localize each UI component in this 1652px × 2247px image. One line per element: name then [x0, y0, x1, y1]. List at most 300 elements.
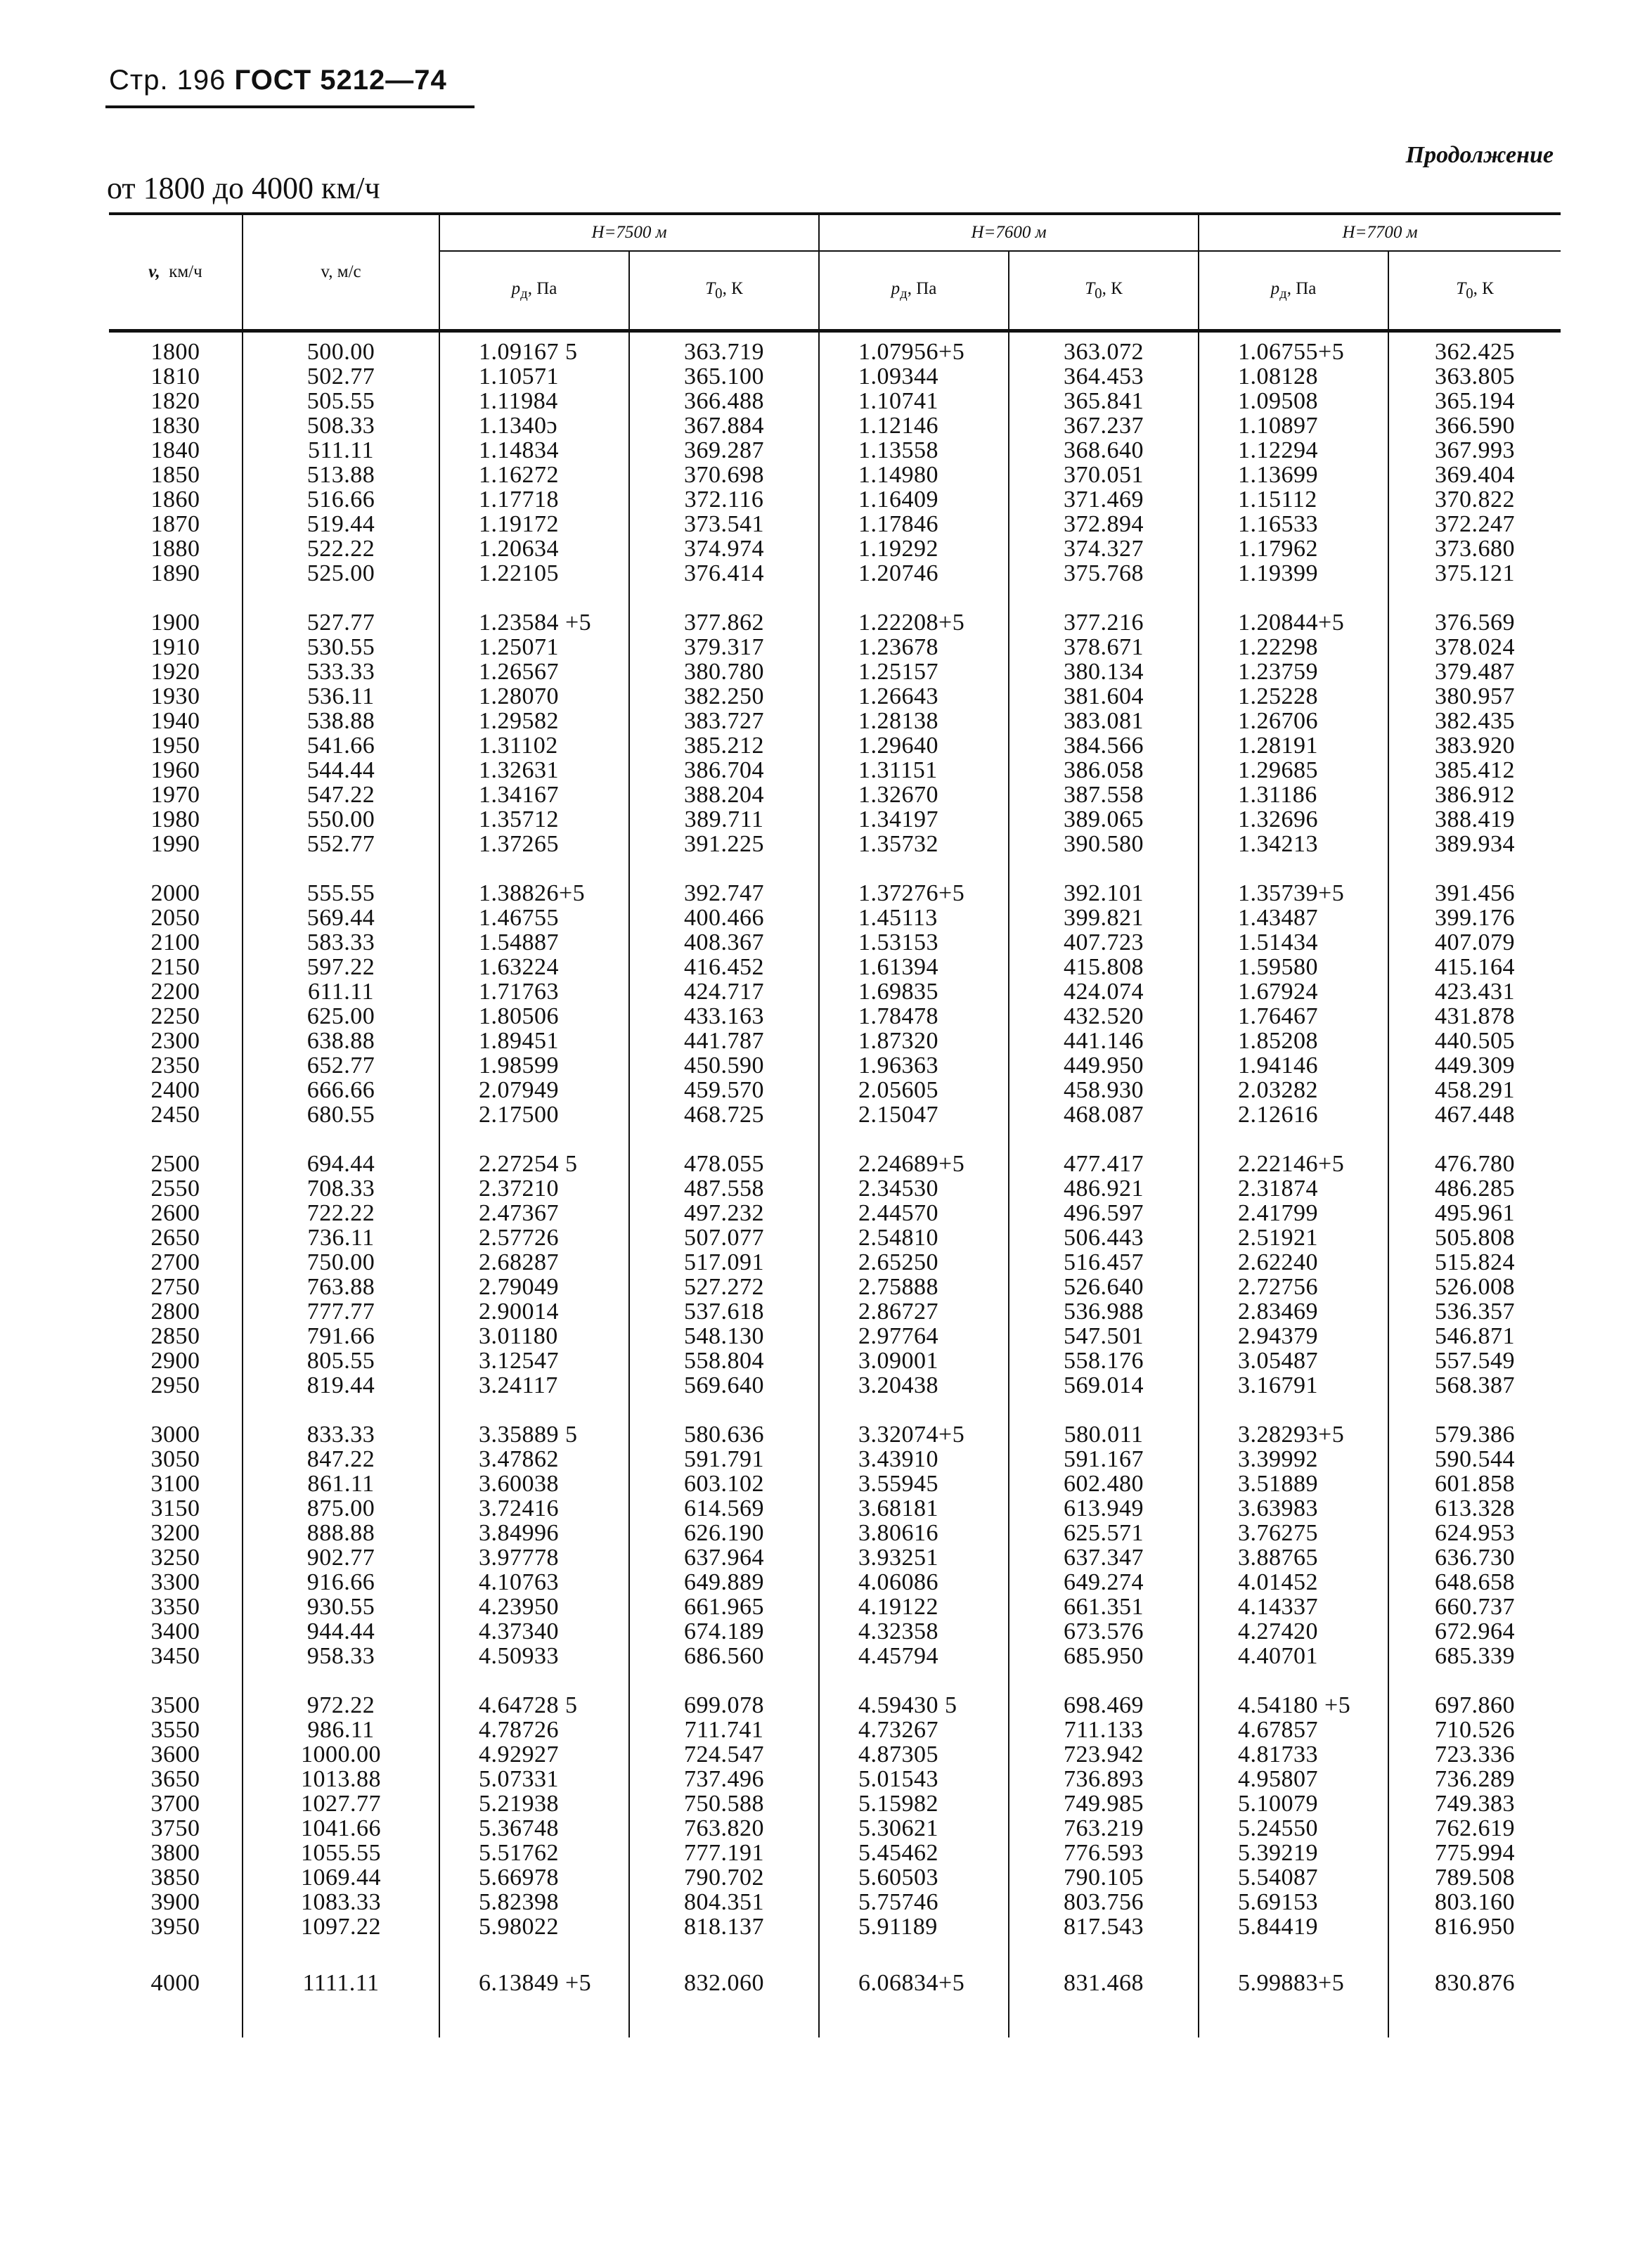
v-ms-cell: 736.11 — [243, 1225, 439, 1250]
temperature-cell: 416.452 — [629, 955, 819, 979]
pressure-cell: 2.62240 — [1199, 1250, 1388, 1275]
temperature-cell: 548.130 — [629, 1324, 819, 1348]
v-kmh-cell: 3550 — [150, 1717, 200, 1743]
temperature-cell: 697.860 — [1388, 1693, 1561, 1718]
temperature-cell: 392.747 — [629, 881, 819, 906]
pressure-cell: 3.76275 — [1199, 1521, 1388, 1545]
temperature-cell: 432.520 — [1009, 1004, 1199, 1029]
pressure-cell: 2.37210 — [439, 1176, 629, 1201]
v-kmh-cell: 2900 — [150, 1348, 200, 1374]
temperature-cell: 382.435 — [1388, 709, 1561, 733]
v-ms-cell: 722.22 — [243, 1201, 439, 1225]
temperature-cell: 526.640 — [1009, 1275, 1199, 1299]
table-row — [109, 340, 1561, 364]
temperature-cell: 737.496 — [629, 1767, 819, 1791]
pressure-cell: 1.28138 — [819, 709, 1009, 733]
speed-range-caption: от 1800 до 4000 км/ч — [107, 171, 380, 205]
temperature-cell: 408.367 — [629, 930, 819, 955]
pressure-cell: 1.23759 — [1199, 659, 1388, 684]
col-header-temperature: $T_0$, К — [1009, 251, 1199, 330]
pressure-cell: 1.14834 — [439, 438, 629, 463]
pressure-cell: 2.22146+5 — [1199, 1152, 1388, 1176]
pressure-cell: 2.31874 — [1199, 1176, 1388, 1201]
temperature-cell: 537.618 — [629, 1299, 819, 1324]
pressure-cell: 1.54887 — [439, 930, 629, 955]
table-row — [109, 1053, 1561, 1078]
temperature-cell: 486.285 — [1388, 1176, 1561, 1201]
temperature-cell: 816.950 — [1388, 1914, 1561, 1939]
temperature-cell: 441.787 — [629, 1029, 819, 1053]
pressure-cell: 4.92927 — [439, 1742, 629, 1767]
v-kmh-cell: 1900 — [150, 610, 200, 636]
pressure-cell: 3.84996 — [439, 1521, 629, 1545]
pressure-cell: 3.24117 — [439, 1373, 629, 1398]
temperature-cell: 698.469 — [1009, 1693, 1199, 1718]
temperature-cell: 373.680 — [1388, 536, 1561, 561]
v-ms-cell: 583.33 — [243, 930, 439, 955]
pressure-cell: 1.87320 — [819, 1029, 1009, 1053]
v-kmh-cell: 1810 — [150, 363, 200, 389]
temperature-cell: 381.604 — [1009, 684, 1199, 709]
pressure-cell: 1.09167 5 — [439, 340, 629, 364]
v-kmh-cell: 3600 — [150, 1741, 200, 1768]
pressure-cell: 4.81733 — [1199, 1742, 1388, 1767]
v-ms-cell: 916.66 — [243, 1570, 439, 1595]
v-ms-cell: 544.44 — [243, 758, 439, 783]
temperature-cell: 450.590 — [629, 1053, 819, 1078]
v-ms-cell: 569.44 — [243, 906, 439, 930]
table-row — [109, 1004, 1561, 1029]
pressure-cell: 3.47862 — [439, 1447, 629, 1472]
temperature-cell: 830.876 — [1388, 1971, 1561, 1995]
table-row — [109, 930, 1561, 955]
v-kmh-cell: 2750 — [150, 1274, 200, 1300]
v-ms-cell: 1000.00 — [243, 1742, 439, 1767]
table-row — [109, 1250, 1561, 1275]
pressure-cell: 1.61394 — [819, 955, 1009, 979]
table-row — [109, 733, 1561, 758]
v-kmh-cell: 2150 — [150, 954, 200, 980]
pressure-cell: 1.26567 — [439, 659, 629, 684]
v-ms-cell: 525.00 — [243, 561, 439, 586]
temperature-cell: 383.920 — [1388, 733, 1561, 758]
temperature-cell: 477.417 — [1009, 1152, 1199, 1176]
pressure-cell: 6.13849 +5 — [439, 1971, 629, 1995]
pressure-cell: 2.79049 — [439, 1275, 629, 1299]
continuation-label: Продолжение — [1405, 142, 1554, 168]
v-ms-cell: 861.11 — [243, 1472, 439, 1496]
temperature-cell: 661.965 — [629, 1595, 819, 1619]
pressure-cell: 2.24689+5 — [819, 1152, 1009, 1176]
temperature-cell: 366.590 — [1388, 413, 1561, 438]
table-row — [109, 783, 1561, 807]
temperature-cell: 579.386 — [1388, 1422, 1561, 1447]
table-row — [109, 512, 1561, 536]
pressure-cell: 1.17718 — [439, 487, 629, 512]
temperature-cell: 365.194 — [1388, 389, 1561, 413]
header-rule — [105, 105, 475, 108]
table-row — [109, 684, 1561, 709]
col-header-pressure: $p_д$, Па — [1199, 251, 1388, 330]
pressure-cell: 1.31186 — [1199, 783, 1388, 807]
v-kmh-cell: 2300 — [150, 1028, 200, 1054]
v-kmh-cell: 1890 — [150, 560, 200, 586]
pressure-cell: 2.03282 — [1199, 1078, 1388, 1102]
temperature-cell: 372.247 — [1388, 512, 1561, 536]
pressure-cell: 3.68181 — [819, 1496, 1009, 1521]
pressure-cell: 1.29582 — [439, 709, 629, 733]
pressure-cell: 1.32696 — [1199, 807, 1388, 832]
v-kmh-cell: 1920 — [150, 659, 200, 685]
pressure-cell: 2.41799 — [1199, 1201, 1388, 1225]
pressure-cell: 4.14337 — [1199, 1595, 1388, 1619]
temperature-cell: 516.457 — [1009, 1250, 1199, 1275]
temperature-cell: 831.468 — [1009, 1971, 1199, 1995]
pressure-cell: 1.26643 — [819, 684, 1009, 709]
pressure-cell: 1.34213 — [1199, 832, 1388, 856]
pressure-cell: 3.43910 — [819, 1447, 1009, 1472]
pressure-cell: 3.35889 5 — [439, 1422, 629, 1447]
v-kmh-cell: 2550 — [150, 1176, 200, 1202]
table-row — [109, 659, 1561, 684]
v-kmh-cell: 2700 — [150, 1249, 200, 1275]
temperature-cell: 789.508 — [1388, 1865, 1561, 1890]
col-header-pressure: $p_д$, Па — [439, 251, 629, 330]
table-row — [109, 1152, 1561, 1176]
temperature-cell: 637.964 — [629, 1545, 819, 1570]
pressure-cell: 5.10079 — [1199, 1791, 1388, 1816]
table-row — [109, 610, 1561, 635]
temperature-cell: 603.102 — [629, 1472, 819, 1496]
table-row — [109, 906, 1561, 930]
temperature-cell: 423.431 — [1388, 979, 1561, 1004]
temperature-cell: 386.704 — [629, 758, 819, 783]
pressure-cell: 2.75888 — [819, 1275, 1009, 1299]
atmosphere-table — [109, 212, 1561, 2037]
temperature-cell: 699.078 — [629, 1693, 819, 1718]
v-kmh-cell: 2050 — [150, 905, 200, 931]
temperature-cell: 441.146 — [1009, 1029, 1199, 1053]
temperature-cell: 373.541 — [629, 512, 819, 536]
temperature-cell: 363.719 — [629, 340, 819, 364]
temperature-cell: 507.077 — [629, 1225, 819, 1250]
table-row — [109, 1841, 1561, 1865]
pressure-cell: 1.16409 — [819, 487, 1009, 512]
pressure-cell: 1.28070 — [439, 684, 629, 709]
v-kmh-cell: 2600 — [150, 1200, 200, 1226]
pressure-cell: 1.89451 — [439, 1029, 629, 1053]
temperature-cell: 459.570 — [629, 1078, 819, 1102]
v-kmh-cell: 3850 — [150, 1865, 200, 1891]
v-kmh-cell: 3400 — [150, 1618, 200, 1644]
temperature-cell: 775.994 — [1388, 1841, 1561, 1865]
pressure-cell: 3.51889 — [1199, 1472, 1388, 1496]
temperature-cell: 547.501 — [1009, 1324, 1199, 1348]
temperature-cell: 486.921 — [1009, 1176, 1199, 1201]
temperature-cell: 433.163 — [629, 1004, 819, 1029]
pressure-cell: 1.22105 — [439, 561, 629, 586]
v-ms-cell: 513.88 — [243, 463, 439, 487]
v-kmh-cell: 1960 — [150, 757, 200, 783]
v-ms-cell: 694.44 — [243, 1152, 439, 1176]
pressure-cell: 3.72416 — [439, 1496, 629, 1521]
pressure-cell: 3.09001 — [819, 1348, 1009, 1373]
temperature-cell: 382.250 — [629, 684, 819, 709]
pressure-cell: 2.05605 — [819, 1078, 1009, 1102]
pressure-cell: 3.60038 — [439, 1472, 629, 1496]
temperature-cell: 364.453 — [1009, 364, 1199, 389]
temperature-cell: 803.756 — [1009, 1890, 1199, 1914]
pressure-cell: 4.19122 — [819, 1595, 1009, 1619]
pressure-cell: 1.37276+5 — [819, 881, 1009, 906]
pressure-cell: 1.12294 — [1199, 438, 1388, 463]
table-row — [109, 1373, 1561, 1398]
v-kmh-cell: 4000 — [150, 1970, 200, 1996]
v-ms-cell: 958.33 — [243, 1644, 439, 1668]
temperature-cell: 369.404 — [1388, 463, 1561, 487]
temperature-cell: 366.488 — [629, 389, 819, 413]
temperature-cell: 624.953 — [1388, 1521, 1561, 1545]
col-header-v-ms: v, м/с — [243, 214, 439, 330]
pressure-cell: 1.09344 — [819, 364, 1009, 389]
v-ms-cell: 1111.11 — [243, 1971, 439, 1995]
pressure-cell: 4.50933 — [439, 1644, 629, 1668]
table-row — [109, 1472, 1561, 1496]
temperature-cell: 476.780 — [1388, 1152, 1561, 1176]
v-ms-cell: 538.88 — [243, 709, 439, 733]
table-row — [109, 1545, 1561, 1570]
pressure-cell: 1.34197 — [819, 807, 1009, 832]
pressure-cell: 2.86727 — [819, 1299, 1009, 1324]
v-ms-cell: 944.44 — [243, 1619, 439, 1644]
v-ms-cell: 833.33 — [243, 1422, 439, 1447]
temperature-cell: 736.289 — [1388, 1767, 1561, 1791]
temperature-cell: 458.930 — [1009, 1078, 1199, 1102]
pressure-cell: 3.39992 — [1199, 1447, 1388, 1472]
temperature-cell: 478.055 — [629, 1152, 819, 1176]
pressure-cell: 2.47367 — [439, 1201, 629, 1225]
v-kmh-cell: 1850 — [150, 462, 200, 488]
table-row — [109, 1570, 1561, 1595]
temperature-cell: 384.566 — [1009, 733, 1199, 758]
temperature-cell: 399.821 — [1009, 906, 1199, 930]
pressure-cell: 3.12547 — [439, 1348, 629, 1373]
table-row — [109, 1496, 1561, 1521]
pressure-cell: 1.29685 — [1199, 758, 1388, 783]
v-ms-cell: 519.44 — [243, 512, 439, 536]
pressure-cell: 1.10897 — [1199, 413, 1388, 438]
pressure-cell: 1.35732 — [819, 832, 1009, 856]
table-row — [109, 979, 1561, 1004]
pressure-cell: 4.54180 +5 — [1199, 1693, 1388, 1718]
temperature-cell: 407.079 — [1388, 930, 1561, 955]
table-row — [109, 1275, 1561, 1299]
v-ms-cell: 847.22 — [243, 1447, 439, 1472]
pressure-cell: 1.17962 — [1199, 536, 1388, 561]
temperature-cell: 372.894 — [1009, 512, 1199, 536]
temperature-cell: 372.116 — [629, 487, 819, 512]
temperature-cell: 367.237 — [1009, 413, 1199, 438]
pressure-cell: 5.36748 — [439, 1816, 629, 1841]
pressure-cell: 2.72756 — [1199, 1275, 1388, 1299]
pressure-cell: 4.95807 — [1199, 1767, 1388, 1791]
v-kmh-cell: 2950 — [150, 1372, 200, 1398]
temperature-cell: 661.351 — [1009, 1595, 1199, 1619]
pressure-cell: 1.34167 — [439, 783, 629, 807]
table-row — [109, 881, 1561, 906]
v-ms-cell: 652.77 — [243, 1053, 439, 1078]
pressure-cell: 1.13699 — [1199, 463, 1388, 487]
v-ms-cell: 508.33 — [243, 413, 439, 438]
v-kmh-cell: 1820 — [150, 388, 200, 414]
pressure-cell: 2.12616 — [1199, 1102, 1388, 1127]
v-kmh-cell: 3750 — [150, 1815, 200, 1841]
pressure-cell: 1.43487 — [1199, 906, 1388, 930]
pressure-cell: 5.45462 — [819, 1841, 1009, 1865]
pressure-cell: 5.66978 — [439, 1865, 629, 1890]
v-kmh-cell: 1910 — [150, 634, 200, 660]
pressure-cell: 1.32670 — [819, 783, 1009, 807]
temperature-cell: 468.725 — [629, 1102, 819, 1127]
v-ms-cell: 555.55 — [243, 881, 439, 906]
temperature-cell: 449.950 — [1009, 1053, 1199, 1078]
pressure-cell: 2.15047 — [819, 1102, 1009, 1127]
pressure-cell: 2.97764 — [819, 1324, 1009, 1348]
temperature-cell: 375.121 — [1388, 561, 1561, 586]
temperature-cell: 672.964 — [1388, 1619, 1561, 1644]
pressure-cell: 1.12146 — [819, 413, 1009, 438]
temperature-cell: 380.957 — [1388, 684, 1561, 709]
v-ms-cell: 875.00 — [243, 1496, 439, 1521]
temperature-cell: 497.232 — [629, 1201, 819, 1225]
pressure-cell: 1.46755 — [439, 906, 629, 930]
pressure-cell: 5.24550 — [1199, 1816, 1388, 1841]
v-kmh-cell: 3100 — [150, 1471, 200, 1497]
v-kmh-cell: 3300 — [150, 1569, 200, 1595]
pressure-cell: 1.53153 — [819, 930, 1009, 955]
temperature-cell: 568.387 — [1388, 1373, 1561, 1398]
temperature-cell: 371.469 — [1009, 487, 1199, 512]
v-kmh-cell: 2400 — [150, 1077, 200, 1103]
v-ms-cell: 541.66 — [243, 733, 439, 758]
table-row — [109, 1742, 1561, 1767]
temperature-cell: 763.219 — [1009, 1816, 1199, 1841]
pressure-cell: 3.93251 — [819, 1545, 1009, 1570]
temperature-cell: 376.569 — [1388, 610, 1561, 635]
pressure-cell: 1.20634 — [439, 536, 629, 561]
pressure-cell: 1.35712 — [439, 807, 629, 832]
temperature-cell: 390.580 — [1009, 832, 1199, 856]
v-ms-cell: 763.88 — [243, 1275, 439, 1299]
pressure-cell: 1.11984 — [439, 389, 629, 413]
v-ms-cell: 502.77 — [243, 364, 439, 389]
temperature-cell: 431.878 — [1388, 1004, 1561, 1029]
table-row — [109, 463, 1561, 487]
temperature-cell: 374.327 — [1009, 536, 1199, 561]
temperature-cell: 515.824 — [1388, 1250, 1561, 1275]
temperature-cell: 379.317 — [629, 635, 819, 659]
pressure-cell: 1.15112 — [1199, 487, 1388, 512]
v-kmh-cell: 1930 — [150, 683, 200, 709]
pressure-cell: 1.13558 — [819, 438, 1009, 463]
pressure-cell: 4.27420 — [1199, 1619, 1388, 1644]
v-ms-cell: 708.33 — [243, 1176, 439, 1201]
temperature-cell: 648.658 — [1388, 1570, 1561, 1595]
pressure-cell: 1.71763 — [439, 979, 629, 1004]
temperature-cell: 804.351 — [629, 1890, 819, 1914]
table-row — [109, 1816, 1561, 1841]
pressure-cell: 1.06755+5 — [1199, 340, 1388, 364]
temperature-cell: 363.805 — [1388, 364, 1561, 389]
v-ms-cell: 902.77 — [243, 1545, 439, 1570]
v-ms-cell: 530.55 — [243, 635, 439, 659]
v-kmh-cell: 2450 — [150, 1102, 200, 1128]
pressure-cell: 1.19172 — [439, 512, 629, 536]
v-ms-cell: 805.55 — [243, 1348, 439, 1373]
table-row — [109, 1348, 1561, 1373]
temperature-cell: 389.065 — [1009, 807, 1199, 832]
temperature-cell: 370.822 — [1388, 487, 1561, 512]
col-header-v-kmh: v, км/ч — [109, 214, 243, 330]
v-ms-cell: 888.88 — [243, 1521, 439, 1545]
pressure-cell: 2.17500 — [439, 1102, 629, 1127]
temperature-cell: 636.730 — [1388, 1545, 1561, 1570]
pressure-cell: 2.57726 — [439, 1225, 629, 1250]
pressure-cell: 2.68287 — [439, 1250, 629, 1275]
table-row — [109, 1299, 1561, 1324]
v-ms-cell: 819.44 — [243, 1373, 439, 1398]
temperature-cell: 736.893 — [1009, 1767, 1199, 1791]
pressure-cell: 1.38826+5 — [439, 881, 629, 906]
temperature-cell: 377.862 — [629, 610, 819, 635]
v-kmh-cell: 3350 — [150, 1594, 200, 1620]
temperature-cell: 392.101 — [1009, 881, 1199, 906]
temperature-cell: 580.636 — [629, 1422, 819, 1447]
pressure-cell: 1.20746 — [819, 561, 1009, 586]
temperature-cell: 649.889 — [629, 1570, 819, 1595]
temperature-cell: 440.505 — [1388, 1029, 1561, 1053]
temperature-cell: 506.443 — [1009, 1225, 1199, 1250]
temperature-cell: 558.804 — [629, 1348, 819, 1373]
temperature-cell: 674.189 — [629, 1619, 819, 1644]
pressure-cell: 1.23678 — [819, 635, 1009, 659]
temperature-cell: 391.456 — [1388, 881, 1561, 906]
temperature-cell: 614.569 — [629, 1496, 819, 1521]
pressure-cell: 1.35739+5 — [1199, 881, 1388, 906]
v-ms-cell: 611.11 — [243, 979, 439, 1004]
pressure-cell: 1.67924 — [1199, 979, 1388, 1004]
temperature-cell: 613.328 — [1388, 1496, 1561, 1521]
temperature-cell: 377.216 — [1009, 610, 1199, 635]
temperature-cell: 495.961 — [1388, 1201, 1561, 1225]
v-ms-cell: 1083.33 — [243, 1890, 439, 1914]
temperature-cell: 365.100 — [629, 364, 819, 389]
temperature-cell: 803.160 — [1388, 1890, 1561, 1914]
pressure-cell: 2.90014 — [439, 1299, 629, 1324]
temperature-cell: 468.087 — [1009, 1102, 1199, 1127]
v-kmh-cell: 3000 — [150, 1422, 200, 1448]
v-kmh-cell: 1940 — [150, 708, 200, 734]
table-row — [109, 1767, 1561, 1791]
table-row — [109, 1644, 1561, 1668]
temperature-cell: 391.225 — [629, 832, 819, 856]
v-ms-cell: 552.77 — [243, 832, 439, 856]
v-ms-cell: 511.11 — [243, 438, 439, 463]
temperature-cell: 367.993 — [1388, 438, 1561, 463]
temperature-cell: 762.619 — [1388, 1816, 1561, 1841]
temperature-cell: 557.549 — [1388, 1348, 1561, 1373]
v-ms-cell: 1097.22 — [243, 1914, 439, 1939]
